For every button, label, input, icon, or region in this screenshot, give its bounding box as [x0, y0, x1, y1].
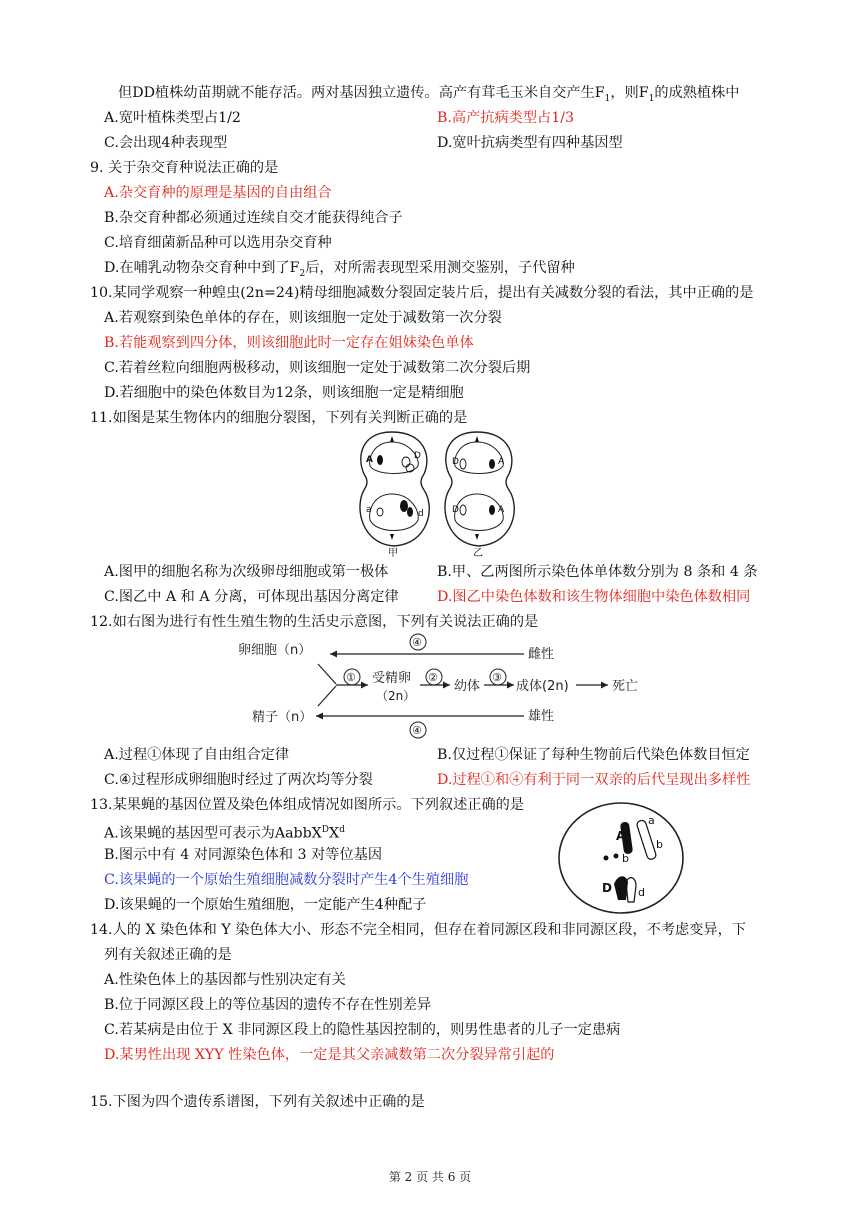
fig13-letter-d: d	[638, 886, 645, 899]
q14-option-c: C.若某病是由位于 X 非同源区段上的隐性基因控制的，则男性患者的儿子一定患病	[104, 1022, 621, 1038]
sperm-label: 精子（n）	[252, 710, 313, 725]
q9-option-c: C.培育细菌新品种可以选用杂交育种	[104, 235, 332, 251]
fig-letter-D: D	[414, 451, 421, 461]
q14-option-b: B.位于同源区段上的等位基因的遗传不存在性别差异	[104, 997, 432, 1013]
q9-option-b: B.杂交育种都必须通过连续自交才能获得纯合子	[104, 210, 403, 226]
q8-option-d: D.宽叶抗病类型有四种基因型	[437, 135, 623, 151]
fig-letter-A3: A	[498, 505, 505, 515]
figure-label-yi: 乙	[473, 548, 483, 558]
q10-option-d: D.若细胞中的染色体数目为12条，则该细胞一定是精细胞	[104, 385, 464, 401]
fig13-letter-a: a	[648, 814, 655, 827]
step1-label: ①	[346, 671, 356, 684]
q8-intro: 但DD植株幼苗期就不能存活。两对基因独立遗传。高产有茸毛玉米自交产生$F_1$，则$F_1$的成熟植株中	[118, 85, 740, 104]
fig13-letter-b-right: b	[656, 838, 663, 851]
q13-stem: 13.某果蝇的基因位置及染色体组成情况如图所示。下列叙述正确的是	[90, 797, 525, 813]
q13-option-a: A.该果蝇的基因型可表示为$AabbX^DX^d$	[104, 825, 345, 842]
q8-option-b: B.高产抗病类型占1/3	[437, 110, 575, 126]
q12-option-a: A.过程①体现了自由组合定律	[104, 747, 290, 763]
fig-letter-D2: D	[452, 457, 459, 467]
fig-letter-A: A	[366, 455, 373, 465]
q12-option-b: B.仅过程①保证了每种生物前后代染色体数目恒定	[437, 747, 750, 763]
step3-label: ③	[492, 671, 502, 684]
q8-option-a: A.宽叶植株类型占1/2	[104, 110, 241, 126]
q12-option-d: D.过程①和④有利于同一双亲的后代呈现出多样性	[437, 772, 751, 788]
step4-bottom: ④	[412, 724, 422, 737]
q11-option-c: C.图乙中 A 和 A 分离，可体现出基因分离定律	[104, 589, 399, 605]
adult-label: 成体(2n)	[516, 679, 569, 694]
q9-option-a: A.杂交育种的原理是基因的自由组合	[104, 185, 332, 201]
cell-division-figure	[352, 428, 542, 558]
q11-stem: 11.如图是某生物体内的细胞分裂图，下列有关判断正确的是	[90, 410, 468, 426]
q8-option-c: C.会出现4种表现型	[104, 135, 228, 151]
q11-option-b: B.甲、乙两图所示染色体单体数分别为 8 条和 4 条	[437, 564, 758, 580]
q15-stem: 15.下图为四个遗传系谱图，下列有关叙述中正确的是	[90, 1094, 425, 1110]
fig13-letter-D: D	[602, 881, 612, 895]
life-cycle-diagram	[236, 632, 656, 742]
fig13-letter-b-left: b	[622, 852, 629, 865]
q10-option-a: A.若观察到染色单体的存在，则该细胞一定处于减数第一次分裂	[104, 310, 502, 326]
zygote-label: 受精卵	[372, 671, 412, 686]
page-footer: 第 2 页 共 6 页	[388, 1170, 472, 1184]
q11-option-d: D.图乙中染色体数和该生物体细胞中染色体数相同	[437, 589, 751, 605]
q14-stem-line1: 14.人的 X 染色体和 Y 染色体大小、形态不完全相同，但存在着同源区段和非同源区段，不考虑变异，下	[90, 922, 746, 938]
juvenile-label: 幼体	[454, 679, 481, 694]
fig-letter-D3: D	[452, 505, 459, 515]
male-label: 雄性	[528, 709, 555, 724]
fig-letter-a: a	[366, 505, 372, 515]
q10-stem: 10.某同学观察一种蝗虫(2n=24)精母细胞减数分裂固定装片后，提出有关减数分裂的看法，其中正确的是	[90, 285, 754, 301]
fig-letter-d: d	[418, 509, 424, 519]
q12-stem: 12.如右图为进行有性生殖生物的生活史示意图，下列有关说法正确的是	[90, 614, 539, 630]
cell-yi	[445, 432, 514, 546]
q10-option-b: B.若能观察到四分体，则该细胞此时一定存在姐妹染色单体	[104, 335, 474, 351]
q14-option-a: A.性染色体上的基因都与性别决定有关	[104, 972, 346, 988]
cell-jia	[360, 432, 429, 546]
q13-option-b: B.图示中有 4 对同源染色体和 3 对等位基因	[104, 847, 383, 863]
q12-option-c: C.④过程形成卵细胞时经过了两次均等分裂	[104, 772, 373, 788]
fig13-letter-A: A	[616, 829, 626, 843]
q9-stem: 9. 关于杂交育种说法正确的是	[90, 160, 279, 176]
fig-letter-A2: A	[498, 457, 505, 467]
zygote-ploidy: （2n）	[376, 689, 416, 703]
step4-top: ④	[412, 636, 422, 649]
figure-label-jia: 甲	[388, 548, 398, 558]
q13-option-c: C.该果蝇的一个原始生殖细胞减数分裂时产生4个生殖细胞	[104, 872, 469, 888]
q14-stem-line2: 列有关叙述正确的是	[104, 947, 232, 963]
fruitfly-chromosome-figure	[556, 800, 686, 916]
step2-label: ②	[428, 671, 438, 684]
q13-option-d: D.该果蝇的一个原始生殖细胞，一定能产生4种配子	[104, 897, 427, 913]
q10-option-c: C.若着丝粒向细胞两极移动，则该细胞一定处于减数第二次分裂后期	[104, 360, 531, 376]
q9-option-d: D.在哺乳动物杂交育种中到了$F_2$后，对所需表现型采用测交鉴别，子代留种	[104, 260, 575, 279]
death-label: 死亡	[612, 679, 639, 694]
female-label: 雌性	[528, 647, 555, 662]
egg-label: 卵细胞（n）	[238, 643, 312, 658]
q11-option-a: A.图甲的细胞名称为次级卵母细胞或第一极体	[104, 564, 389, 580]
q14-option-d: D.某男性出现 XYY 性染色体，一定是其父亲减数第二次分裂异常引起的	[104, 1047, 555, 1063]
